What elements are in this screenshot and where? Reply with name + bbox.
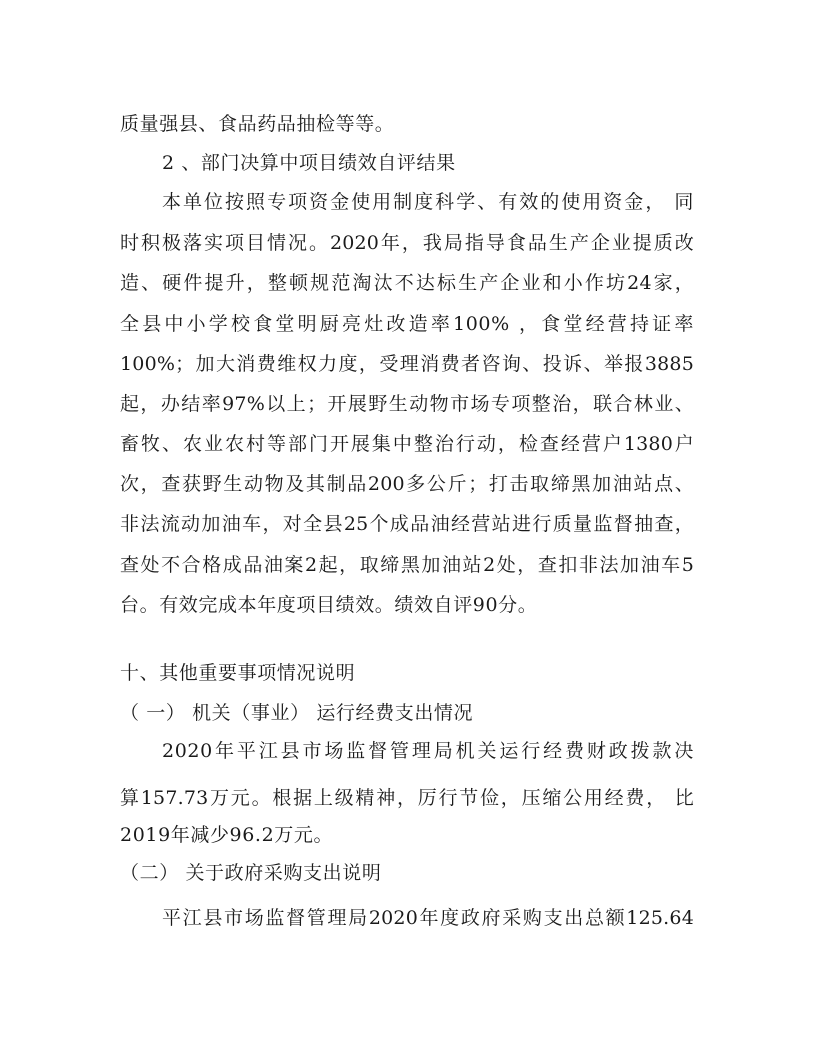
paragraph-line: 本单位按照专项资金使用制度科学、有效的使用资金， 同: [162, 191, 694, 213]
paragraph-line: 畜牧、农业农村等部门开展集中整治行动，检查经营户1380户: [120, 433, 694, 455]
paragraph-line: 算157.73万元。根据上级精神，厉行节俭，压缩公用经费， 比: [120, 787, 694, 809]
paragraph-line: 起，办结率97%以上；开展野生动物市场专项整治，联合林业、: [120, 393, 694, 415]
subsection-heading: （ 一） 机关（事业） 运行经费支出情况: [120, 702, 474, 724]
paragraph-line: 造、硬件提升，整顿规范淘汰不达标生产企业和小作坊24家，: [120, 272, 694, 294]
subsection-heading: （二） 关于政府采购支出说明: [120, 862, 382, 884]
subsection-heading: 2 、部门决算中项目绩效自评结果: [162, 152, 456, 174]
section-heading: 十、其他重要事项情况说明: [120, 662, 356, 684]
paragraph-line: 次，查获野生动物及其制品200多公斤；打击取缔黑加油站点、: [120, 473, 694, 495]
paragraph-line: 平江县市场监督管理局2020年度政府采购支出总额125.64: [162, 907, 694, 929]
paragraph-line: 质量强县、食品药品抽检等等。: [120, 113, 395, 135]
paragraph-line: 时积极落实项目情况。2020年，我局指导食品生产企业提质改: [120, 232, 694, 254]
paragraph-line: 100%；加大消费维权力度，受理消费者咨询、投诉、举报3885: [120, 353, 694, 375]
paragraph-line: 2020年平江县市场监督管理局机关运行经费财政拨款决: [162, 740, 694, 762]
paragraph-line: 查处不合格成品油案2起，取缔黑加油站2处，查扣非法加油车5: [120, 554, 694, 576]
paragraph-line: 全县中小学校食堂明厨亮灶改造率100% ，食堂经营持证率: [120, 313, 694, 335]
paragraph-line: 非法流动加油车，对全县25个成品油经营站进行质量监督抽查，: [120, 513, 694, 535]
paragraph-line: 台。有效完成本年度项目绩效。绩效自评90分。: [120, 594, 538, 616]
paragraph-line: 2019年减少96.2万元。: [120, 824, 334, 846]
